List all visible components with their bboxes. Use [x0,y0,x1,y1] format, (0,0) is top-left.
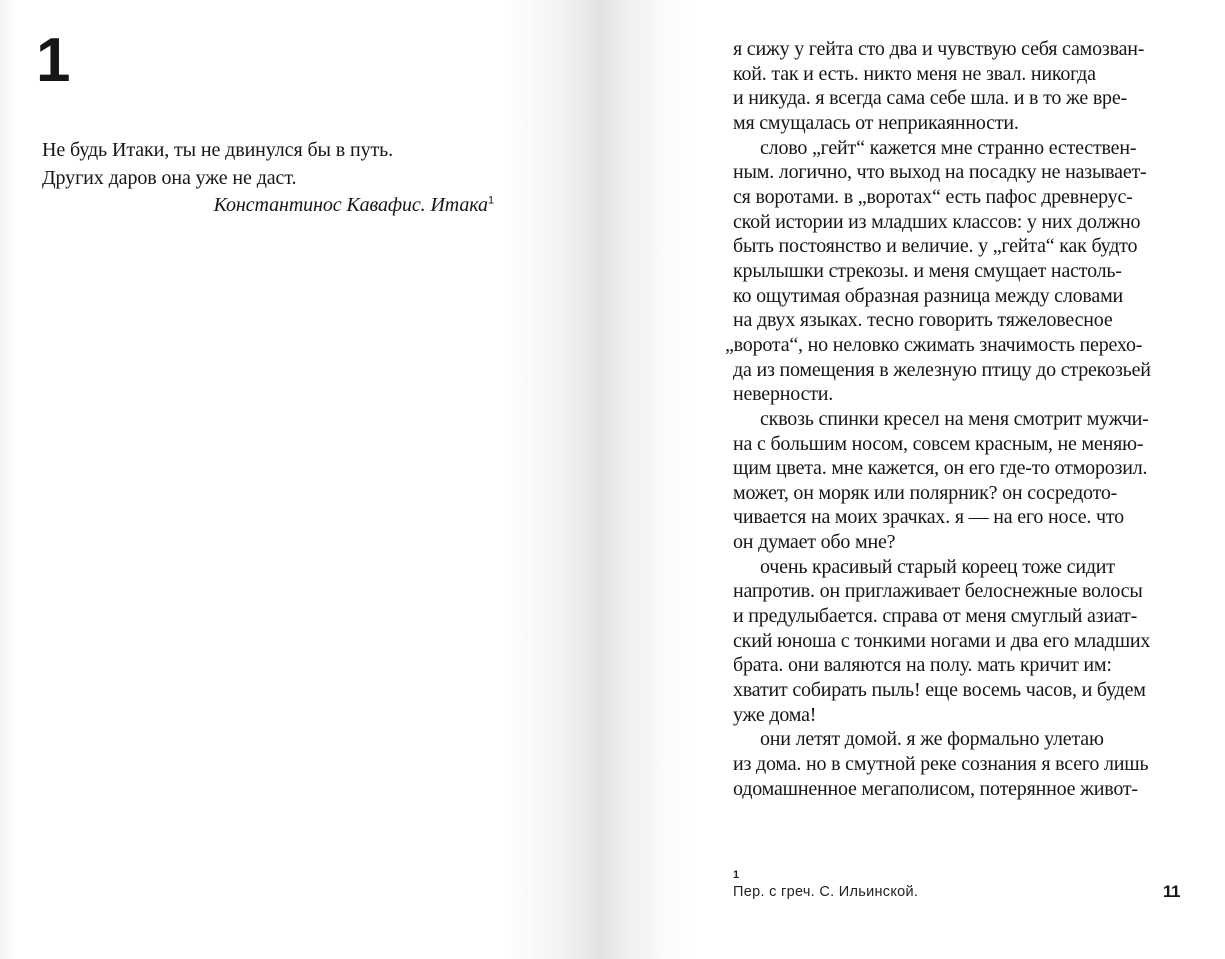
body-text-line: одомашненное мегаполисом, потерянное живот- [733,777,1138,800]
body-text-line: может, он моряк или полярник? он сосредото- [733,481,1118,504]
body-text-line: да из помещения в железную птицу до стрекозьей [733,358,1151,381]
body-text-line: на двух языках. тесно говорить тяжеловесное [733,309,1113,332]
footnote-text: Пер. с греч. С. Ильинской. [733,884,919,900]
body-text-line: щим цвета. мне кажется, он его где-то отморозил. [733,457,1148,480]
body-text-line: я сижу у гейта сто два и чувствую себя самозван- [733,38,1145,60]
epigraph-attribution [42,192,494,220]
body-text-line: неверности. [733,383,834,406]
body-text-line: хватит собирать пыль! еще восемь часов, и будем [733,679,1146,702]
footnote-reference-marker: 1 [487,194,494,207]
body-text-line: на с большим носом, совсем красным, не меняю- [733,432,1144,455]
epigraph [42,137,494,220]
page-edge-shading [0,0,16,959]
body-text [725,37,1151,801]
book-gutter-shadow [505,0,700,959]
chapter-number: 1 [36,26,70,95]
epigraph-line: Не будь Итаки, ты не двинулся бы в путь. [42,139,394,161]
body-text-line: мя смущалась от неприкаянности. [733,111,1019,134]
body-text-line: ся воротами. в „воротах“ есть пафос древнерус- [733,185,1133,208]
epigraph-attribution-text: Константинос Кавафис. Итака [213,194,488,216]
page-number: 11 [1163,882,1180,901]
body-text-line: ко ощутимая образная разница между словами [733,284,1124,307]
body-text-line: и предулыбается. справа от меня смуглый азиат- [733,605,1138,628]
epigraph-line: Других даров она уже не даст. [42,166,297,189]
body-text-line: крылышки стрекозы. и меня смущает настоль- [733,259,1122,282]
body-text-line: кой. так и есть. никто меня не звал. никогда [733,62,1096,85]
body-text-line: очень красивый старый кореец тоже сидит [760,555,1115,578]
body-text-line: уже дома! [733,703,817,726]
body-text-line: ным. логично, что выход на посадку не называет- [733,161,1147,184]
body-text-line: брата. они валяются на полу. мать кричит им: [733,654,1112,677]
body-text-line: они летят домой. я же формально улетаю [760,728,1104,751]
body-text-line: „ворота“, но неловко сжимать значимость перехо- [725,333,1143,356]
body-text-line: чивается на моих зрачках. я — на его носе. что [733,506,1124,529]
body-text-line: быть постоянство и величие. у „гейта“ как будто [733,235,1138,258]
body-text-line: ской истории из младших классов: у них должно [733,210,1141,233]
body-text-line: он думает обо мне? [733,531,896,554]
body-text-line: из дома. но в смутной реке сознания я всего лишь [733,753,1149,776]
body-text-line: слово „гейт“ кажется мне странно естествен- [760,136,1137,159]
body-text-line: и никуда. я всегда сама себе шла. и в то же вре- [733,87,1127,110]
footnote-marker: 1 [733,869,740,881]
body-text-line: ский юноша с тонкими ногами и два его младших [733,629,1151,652]
body-text-line: напротив. он приглаживает белоснежные волосы [733,580,1143,603]
body-text-line: сквозь спинки кресел на меня смотрит мужчи- [760,407,1149,430]
footnote [733,869,918,901]
